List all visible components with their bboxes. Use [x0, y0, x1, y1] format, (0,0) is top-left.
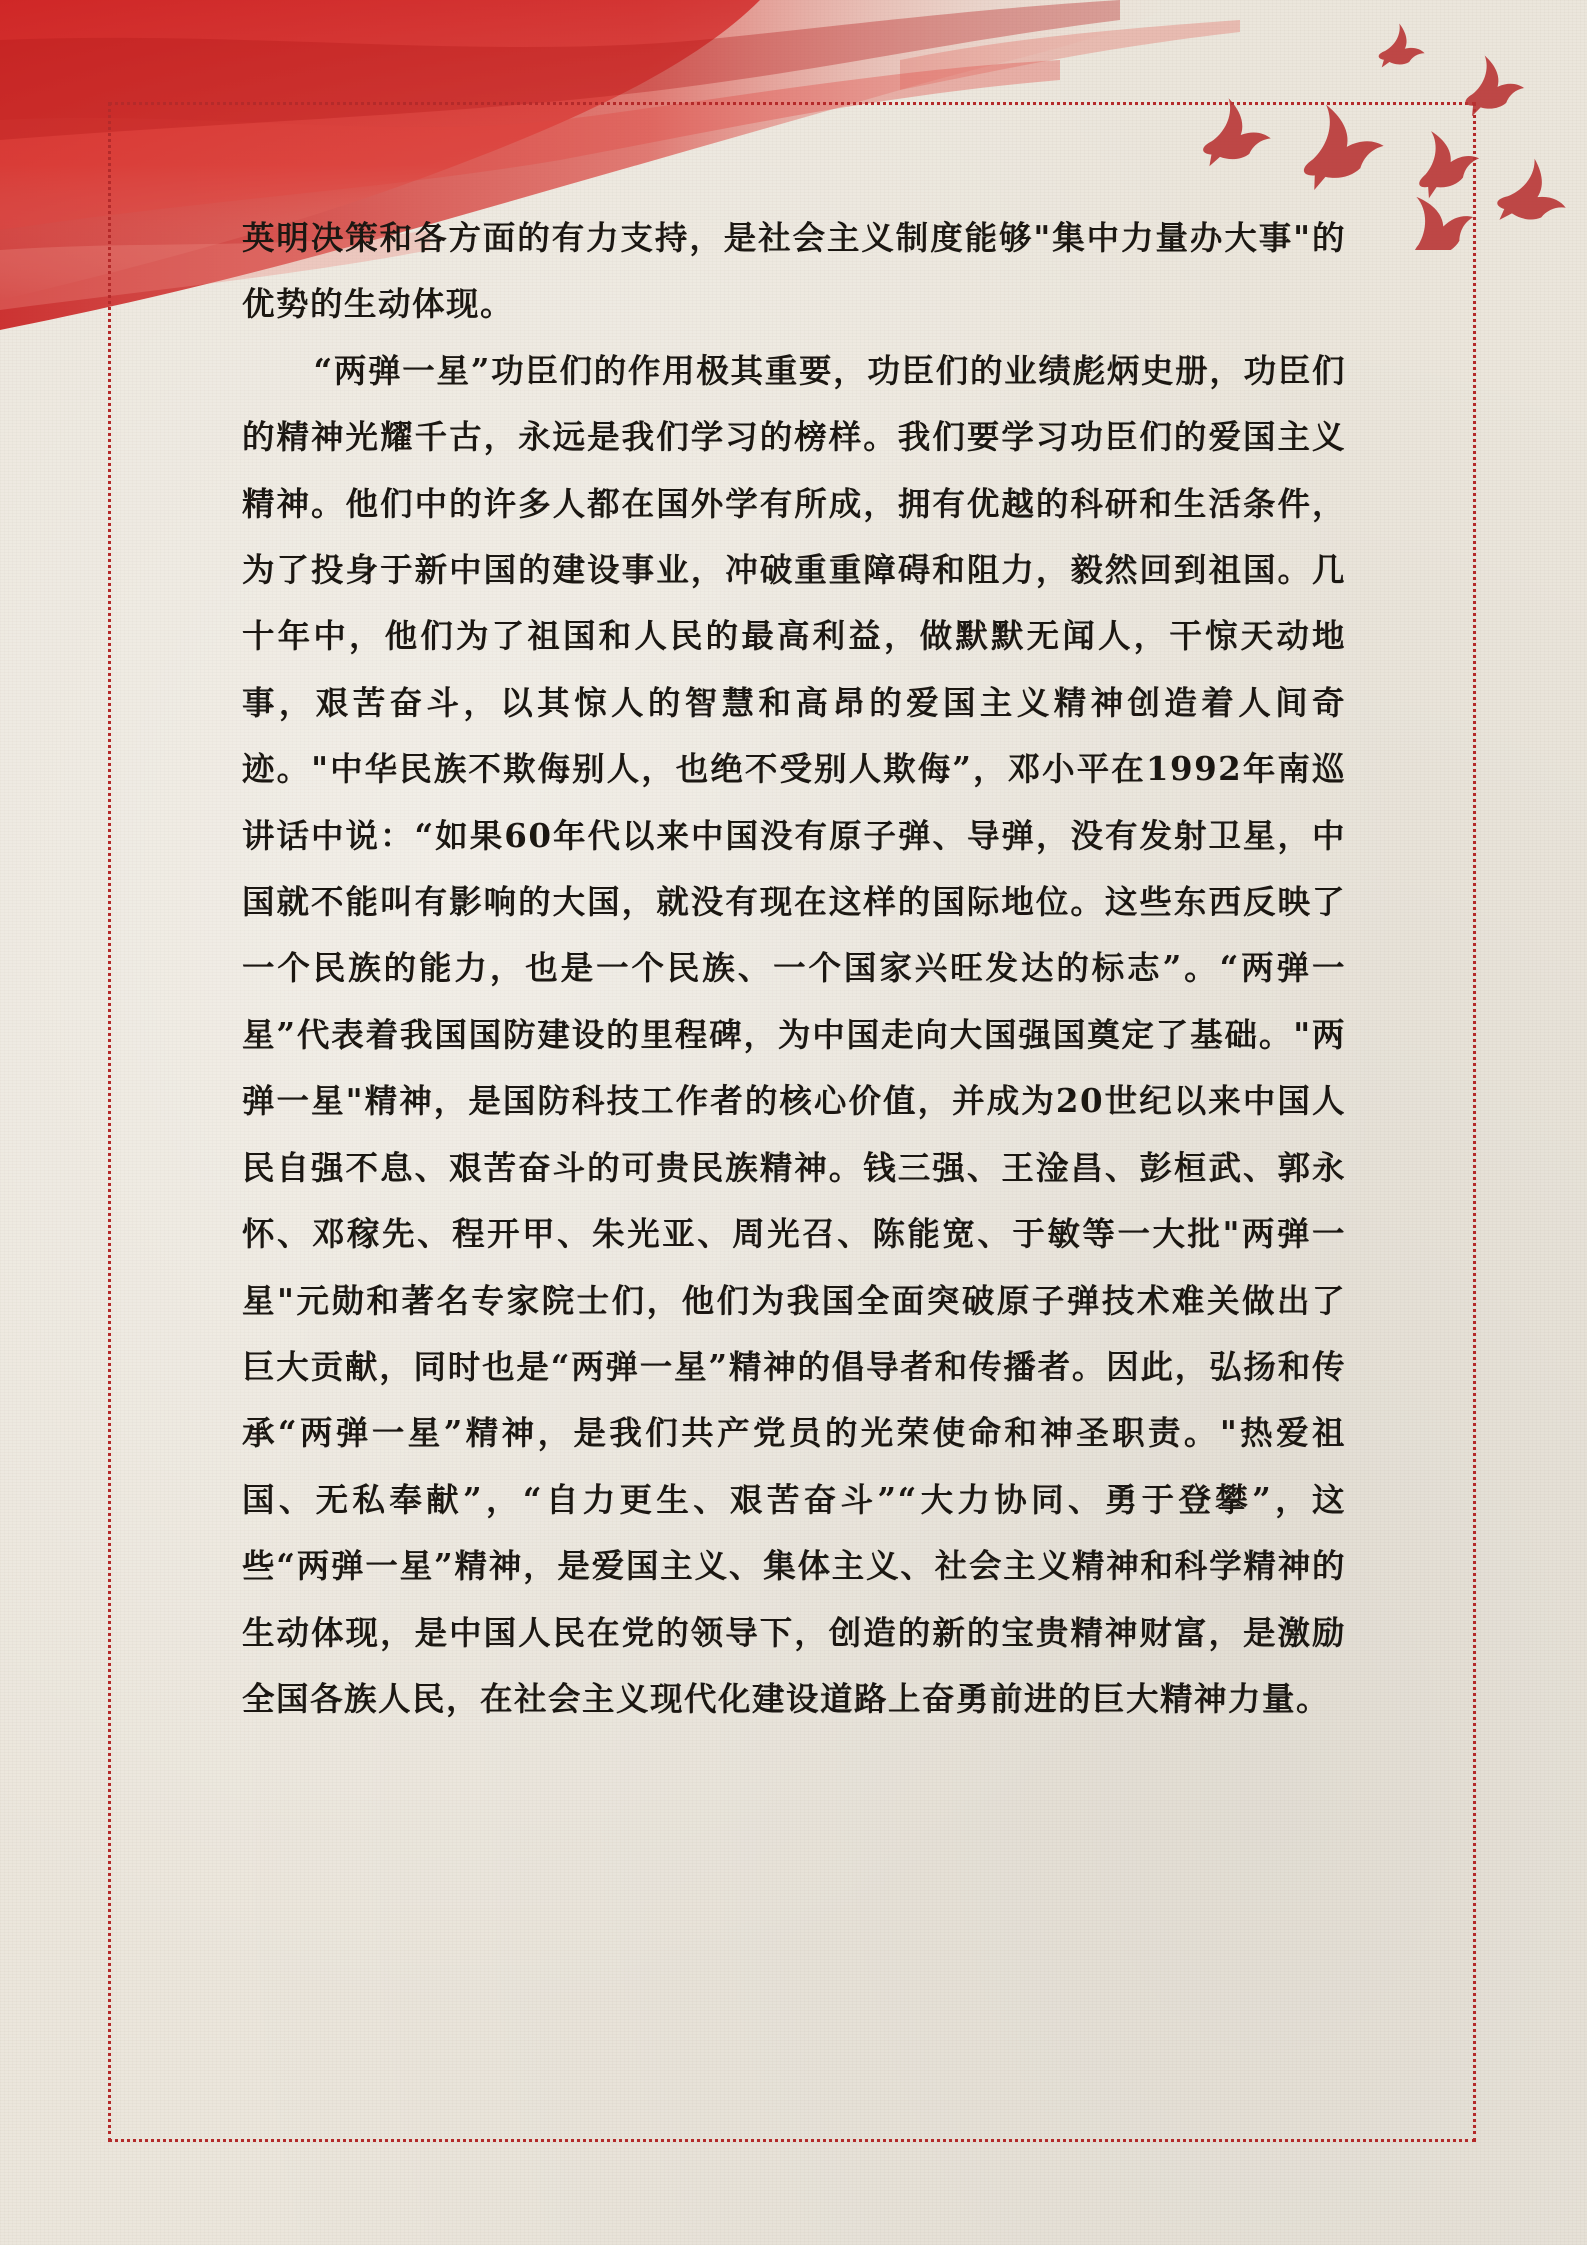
paragraph: “两弹一星”功臣们的作用极其重要，功臣们的业绩彪炳史册，功臣们的精神光耀千古，永远是我们学习的榜样。我们要学习功臣们的爱国主义精神。他们中的许多人都在国外学有所成，拥有优越的科研和生活条件，为了投身于新中国的建设事业，冲破重重障碍和阻力，毅然回到祖国。几十年中，他们为了祖国和人民的最高利益，做默默无闻人，干惊天动地事，艰苦奋斗，以其惊人的智慧和高昂的爱国主义精神创造着人间奇迹。"中华民族不欺侮别人，也绝不受别人欺侮”，邓小平在1992年南巡讲话中说：“如果60年代以来中国没有原子弹、导弹，没有发射卫星，中国就不能叫有影响的大国，就没有现在这样的国际地位。这些东西反映了一个民族的能力，也是一个民族、一个国家兴旺发达的标志”。“两弹一星”代表着我国国防建设的里程碑，为中国走向大国强国奠定了基础。"两弹一星"精神，是国防科技工作者的核心价值，并成为20世纪以来中国人民自强不息、艰苦奋斗的可贵民族精神。钱三强、王淦昌、彭桓武、郭永怀、邓稼先、程开甲、朱光亚、周光召、陈能宽、于敏等一大批"两弹一星"元勋和著名专家院士们，他们为我国全面突破原子弹技术难关做出了巨大贡献，同时也是“两弹一星”精神的倡导者和传播者。因此，弘扬和传承“两弹一星”精神，是我们共产党员的光荣使命和神圣职责。"热爱祖国、无私奉献”，“自力更生、艰苦奋斗”“大力协同、勇于登攀”，这些“两弹一星”精神，是爱国主义、集体主义、社会主义精神和科学精神的生动体现，是中国人民在党的领导下，创造的新的宝贵精神财富，是激励全国各族人民，在社会主义现代化建设道路上奋勇前进的巨大精神力量。	[242, 350, 1346, 1718]
paragraph: 英明决策和各方面的有力支持，是社会主义制度能够"集中力量办大事"的优势的生动体现。	[242, 218, 1346, 324]
document-body	[242, 205, 1346, 1732]
